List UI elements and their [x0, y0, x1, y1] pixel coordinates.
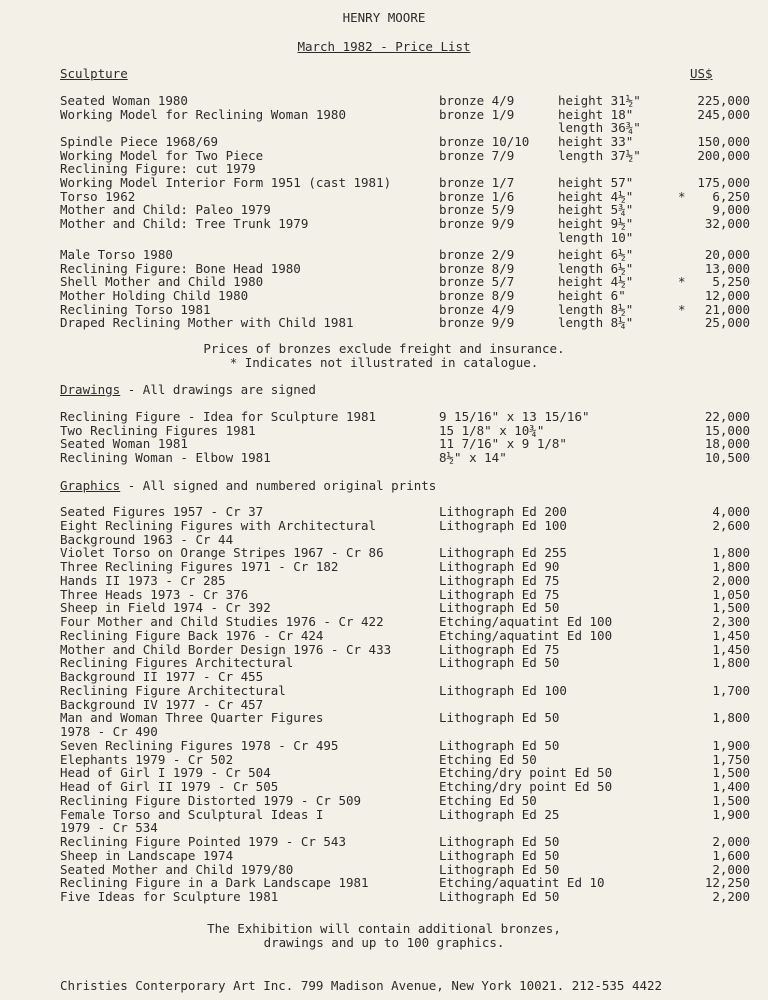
drawing-title: Seated Woman 1981: [60, 436, 188, 452]
graphic-title: Reclining Figure Distorted 1979 - Cr 509: [60, 792, 362, 808]
graphic-price: 1,900: [712, 737, 750, 753]
graphic-price: 2,000: [712, 572, 750, 588]
graphic-title: Head of Girl I 1979 - Cr 504: [60, 765, 271, 781]
graphic-title: Reclining Figure Pointed 1979 - Cr 543: [60, 834, 346, 849]
graphic-price: 1,900: [712, 806, 750, 822]
not-illustrated-marker: *: [678, 274, 686, 290]
graphic-title: Reclining Figure Architectural: [60, 682, 286, 698]
drawing-size: 9 15/16" x 13 15/16": [439, 409, 590, 424]
graphic-title: 1979 - Cr 534: [60, 820, 158, 836]
sculpture-heading: Sculpture: [60, 66, 128, 81]
graphic-title: Seated Figures 1957 - Cr 37: [60, 504, 264, 519]
graphic-medium: Lithograph Ed 50: [439, 861, 560, 877]
sculpture-title: Working Model for Reclining Woman 1980: [60, 106, 346, 122]
sculpture-medium: bronze 10/10: [439, 133, 530, 149]
graphic-medium: Etching/aquatint Ed 10: [439, 875, 605, 891]
sculpture-medium: bronze 1/6: [439, 188, 515, 204]
sculpture-dimension: length 37½": [558, 147, 641, 163]
graphics-heading: Graphics: [60, 478, 121, 493]
sculpture-title: Seated Woman 1980: [60, 93, 188, 108]
graphic-medium: Etching/aquatint Ed 100: [439, 627, 613, 643]
graphic-medium: Lithograph Ed 50: [439, 889, 560, 904]
table-row: [0, 739, 768, 753]
graphic-price: 2,300: [712, 614, 750, 629]
drawing-price: 22,000: [704, 409, 750, 424]
sculpture-dimension: length 36¾": [558, 120, 641, 136]
sculpture-dimension: height 57": [558, 174, 634, 190]
sculpture-dimension: height 31½": [558, 93, 641, 108]
sculpture-dimension: height 6½": [558, 247, 634, 263]
catalogue-note: * Indicates not illustrated in catalogue.: [229, 355, 539, 370]
table-row: [0, 217, 768, 231]
drawing-price: 15,000: [704, 422, 750, 438]
sculpture-price: 200,000: [697, 147, 750, 163]
graphic-price: 1,800: [712, 655, 750, 671]
graphic-medium: Lithograph Ed 50: [439, 834, 560, 849]
graphic-medium: Lithograph Ed 100: [439, 682, 567, 698]
graphic-price: 2,600: [712, 517, 750, 533]
sculpture-price: 5,250: [712, 274, 750, 290]
graphic-price: 2,000: [712, 834, 750, 849]
sculpture-price: 9,000: [712, 202, 750, 218]
graphic-medium: Lithograph Ed 75: [439, 641, 560, 657]
sculpture-medium: bronze 2/9: [439, 247, 515, 263]
table-row: [0, 670, 768, 684]
sculpture-medium: bronze 5/7: [439, 274, 515, 290]
sculpture-price: 32,000: [704, 215, 750, 231]
sculpture-price: 13,000: [704, 260, 750, 276]
sculpture-title: Mother and Child: Paleo 1979: [60, 202, 271, 218]
sculpture-medium: bronze 4/9: [439, 301, 515, 317]
table-row: [0, 231, 768, 245]
sculpture-title: Shell Mother and Child 1980: [60, 274, 264, 290]
sculpture-dimension: height 6": [558, 288, 626, 304]
graphic-price: 1,600: [712, 847, 750, 863]
table-row: [0, 849, 768, 863]
graphic-title: Eight Reclining Figures with Architectural: [60, 517, 377, 533]
graphic-medium: Lithograph Ed 255: [439, 545, 567, 561]
sculpture-medium: bronze 5/9: [439, 202, 515, 218]
document-subtitle: March 1982 - Price List: [297, 39, 471, 54]
graphic-price: 12,250: [704, 875, 750, 891]
table-row: [0, 794, 768, 808]
graphics-heading-note: - All signed and numbered original prints: [120, 478, 437, 493]
graphic-medium: Lithograph Ed 50: [439, 655, 560, 671]
drawings-heading: Drawings: [60, 382, 121, 397]
table-row: [0, 176, 768, 190]
graphic-title: Hands II 1973 - Cr 285: [60, 572, 226, 588]
graphic-title: Reclining Figure Back 1976 - Cr 424: [60, 627, 324, 643]
sculpture-title: Working Model Interior Form 1951 (cast 1981): [60, 174, 392, 190]
graphic-medium: Lithograph Ed 50: [439, 737, 560, 753]
sculpture-title: Male Torso 1980: [60, 247, 173, 263]
graphic-title: Background IV 1977 - Cr 457: [60, 696, 264, 712]
sculpture-dimension: length 6½": [558, 260, 634, 276]
graphic-title: Four Mother and Child Studies 1976 - Cr 422: [60, 614, 384, 629]
graphic-title: Violet Torso on Orange Stripes 1967 - Cr 86: [60, 545, 384, 561]
sculpture-dimension: length 8¼": [558, 315, 634, 331]
sculpture-price: 25,000: [704, 315, 750, 331]
graphic-medium: Lithograph Ed 200: [439, 504, 567, 519]
graphic-title: Female Torso and Sculptural Ideas I: [60, 806, 324, 822]
currency-heading: US$: [690, 66, 713, 81]
graphic-title: Man and Woman Three Quarter Figures: [60, 710, 324, 726]
sculpture-medium: bronze 9/9: [439, 315, 515, 331]
sculpture-title: Reclining Figure: cut 1979: [60, 161, 256, 177]
graphic-medium: Lithograph Ed 25: [439, 806, 560, 822]
graphic-title: Three Reclining Figures 1971 - Cr 182: [60, 559, 339, 574]
sculpture-medium: bronze 8/9: [439, 288, 515, 304]
graphic-price: 1,450: [712, 627, 750, 643]
graphic-medium: Etching/aquatint Ed 100: [439, 614, 613, 629]
graphic-title: Sheep in Landscape 1974: [60, 847, 234, 863]
sculpture-price: 20,000: [704, 247, 750, 263]
graphic-price: 1,700: [712, 682, 750, 698]
sculpture-dimension: height 4½": [558, 188, 634, 204]
graphic-price: 1,500: [712, 600, 750, 616]
table-row: [0, 289, 768, 303]
sculpture-dimension: length 8½": [558, 301, 634, 317]
graphic-medium: Etching Ed 50: [439, 751, 537, 767]
table-row: [0, 108, 768, 122]
drawing-title: Two Reclining Figures 1981: [60, 422, 256, 438]
sculpture-medium: bronze 1/7: [439, 174, 515, 190]
not-illustrated-marker: *: [678, 301, 686, 317]
sculpture-dimension: height 4½": [558, 274, 634, 290]
sculpture-medium: bronze 1/9: [439, 106, 515, 122]
graphic-price: 1,800: [712, 710, 750, 726]
graphic-price: 1,800: [712, 559, 750, 574]
table-row: [0, 615, 768, 629]
table-row: [0, 890, 768, 904]
sculpture-price: 6,250: [712, 188, 750, 204]
graphic-price: 2,000: [712, 861, 750, 877]
drawing-size: 8½" x 14": [439, 450, 507, 466]
graphic-price: 1,450: [712, 641, 750, 657]
graphic-medium: Lithograph Ed 50: [439, 600, 560, 616]
graphic-title: Seven Reclining Figures 1978 - Cr 495: [60, 737, 339, 753]
table-row: [0, 560, 768, 574]
table-row: [0, 94, 768, 108]
graphic-medium: Etching Ed 50: [439, 792, 537, 808]
table-row: [0, 316, 768, 330]
graphic-price: 1,800: [712, 545, 750, 561]
graphic-title: Reclining Figures Architectural: [60, 655, 294, 671]
footer-address: Christies Conterporary Art Inc. 799 Madison Avenue, New York 10021. 212-535 4422: [60, 978, 663, 993]
sculpture-medium: bronze 8/9: [439, 260, 515, 276]
graphic-price: 1,500: [712, 792, 750, 808]
sculpture-title: Mother Holding Child 1980: [60, 288, 249, 304]
table-row: [0, 725, 768, 739]
table-row: [0, 684, 768, 698]
sculpture-medium: bronze 9/9: [439, 215, 515, 231]
graphic-title: Background II 1977 - Cr 455: [60, 669, 264, 684]
drawings-heading-note: - All drawings are signed: [120, 382, 316, 397]
sculpture-title: Mother and Child: Tree Trunk 1979: [60, 215, 309, 231]
sculpture-title: Spindle Piece 1968/69: [60, 133, 219, 149]
sculpture-title: Draped Reclining Mother with Child 1981: [60, 315, 354, 331]
graphic-medium: Lithograph Ed 90: [439, 559, 560, 574]
graphic-price: 1,500: [712, 765, 750, 781]
sculpture-price: 12,000: [704, 288, 750, 304]
graphic-medium: Etching/dry point Ed 50: [439, 765, 613, 781]
sculpture-medium: bronze 4/9: [439, 93, 515, 108]
sculpture-price: 245,000: [697, 106, 750, 122]
graphic-price: 4,000: [712, 504, 750, 519]
graphic-title: Background 1963 - Cr 44: [60, 531, 234, 547]
table-row: [0, 519, 768, 533]
sculpture-dimension: height 33": [558, 133, 634, 149]
sculpture-title: Reclining Figure: Bone Head 1980: [60, 260, 301, 276]
sculpture-dimension: height 18": [558, 106, 634, 122]
drawing-price: 10,500: [704, 450, 750, 466]
not-illustrated-marker: *: [678, 188, 686, 204]
drawing-price: 18,000: [704, 436, 750, 452]
table-row: [0, 451, 768, 465]
graphic-medium: Lithograph Ed 50: [439, 847, 560, 863]
closing-line-2: drawings and up to 100 graphics.: [263, 935, 505, 950]
table-row: [0, 505, 768, 519]
graphic-title: Head of Girl II 1979 - Cr 505: [60, 779, 279, 794]
graphic-medium: Lithograph Ed 75: [439, 572, 560, 588]
closing-line-1: The Exhibition will contain additional bronzes,: [207, 921, 561, 936]
drawing-title: Reclining Figure - Idea for Sculpture 1981: [60, 409, 377, 424]
drawing-size: 11 7/16" x 9 1/8": [439, 436, 567, 452]
sculpture-price: 21,000: [704, 301, 750, 317]
graphic-medium: Lithograph Ed 75: [439, 586, 560, 602]
sculpture-dimension: length 10": [558, 229, 634, 245]
sculpture-price: 175,000: [697, 174, 750, 190]
sculpture-title: Working Model for Two Piece: [60, 147, 264, 163]
drawing-title: Reclining Woman - Elbow 1981: [60, 450, 271, 466]
table-row: [0, 780, 768, 794]
graphic-title: Reclining Figure in a Dark Landscape 1981: [60, 875, 369, 891]
bronze-price-note: Prices of bronzes exclude freight and insurance.: [203, 341, 565, 356]
sculpture-dimension: height 9½": [558, 215, 634, 231]
table-row: [0, 135, 768, 149]
sculpture-dimension: height 5¾": [558, 202, 634, 218]
graphic-title: Sheep in Field 1974 - Cr 392: [60, 600, 271, 616]
graphic-price: 1,750: [712, 751, 750, 767]
table-row: [0, 835, 768, 849]
graphic-price: 1,400: [712, 779, 750, 794]
graphic-title: Three Heads 1973 - Cr 376: [60, 586, 249, 602]
sculpture-medium: bronze 7/9: [439, 147, 515, 163]
table-row: [0, 574, 768, 588]
graphic-price: 2,200: [712, 889, 750, 904]
table-row: [0, 410, 768, 424]
graphic-medium: Lithograph Ed 50: [439, 710, 560, 726]
graphic-title: Elephants 1979 - Cr 502: [60, 751, 234, 767]
graphic-medium: Etching/dry point Ed 50: [439, 779, 613, 794]
graphic-medium: Lithograph Ed 100: [439, 517, 567, 533]
sculpture-title: Reclining Torso 1981: [60, 301, 211, 317]
graphic-title: Five Ideas for Sculpture 1981: [60, 889, 279, 904]
artist-name: HENRY MOORE: [342, 10, 426, 25]
graphic-price: 1,050: [712, 586, 750, 602]
sculpture-title: Torso 1962: [60, 188, 136, 204]
drawing-size: 15 1/8" x 10¾": [439, 422, 545, 438]
graphic-title: Mother and Child Border Design 1976 - Cr 433: [60, 641, 392, 657]
sculpture-price: 150,000: [697, 133, 750, 149]
drawings-heading-line: [60, 382, 316, 397]
graphic-title: Seated Mother and Child 1979/80: [60, 861, 294, 877]
graphic-title: 1978 - Cr 490: [60, 724, 158, 739]
sculpture-price: 225,000: [697, 93, 750, 108]
table-row: [0, 629, 768, 643]
graphics-heading-line: [60, 478, 436, 493]
